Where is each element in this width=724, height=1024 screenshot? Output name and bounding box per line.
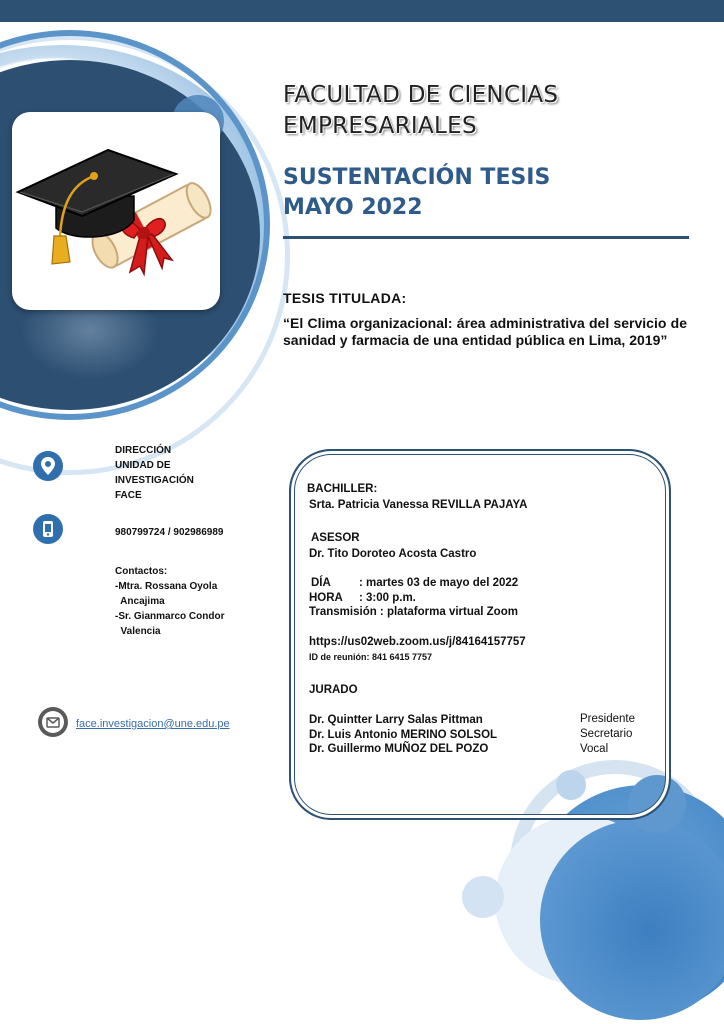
event-title <box>283 163 550 223</box>
transmision-text: Transmisión : plataforma virtual Zoom <box>309 606 518 618</box>
faculty-title-line1: FACULTAD DE CIENCIAS <box>283 82 559 108</box>
heading-divider <box>283 236 689 239</box>
contact-line: Ancajima <box>115 596 165 607</box>
contacts-label: Contactos: <box>115 566 168 577</box>
phone-numbers: 980799724 / 902986989 <box>115 527 224 538</box>
direccion-line: DIRECCIÓN <box>115 445 172 456</box>
jurado-label: JURADO <box>309 684 358 696</box>
direccion-line: INVESTIGACIÓN <box>115 475 194 486</box>
event-title-line1: SUSTENTACIÓN TESIS <box>283 165 551 190</box>
contact-line: -Mtra. Rossana Oyola <box>115 581 218 592</box>
hora-label: HORA <box>309 592 343 604</box>
faculty-title-line2: EMPRESARIALES <box>283 113 477 139</box>
hora-value: : 3:00 p.m. <box>359 592 416 604</box>
jurado-member-role: Presidente <box>580 713 635 725</box>
email-link[interactable]: face.investigacion@une.edu.pe <box>76 718 230 730</box>
faculty-title <box>283 80 558 142</box>
bachiller-name: Srta. Patricia Vanessa REVILLA PAJAYA <box>309 499 528 511</box>
thesis-title: “El Clima organizacional: área administrativa del servicio de sanidad y farmacia de una entidad pública en Lima, 2019” <box>283 315 687 348</box>
graduation-image-card <box>12 112 220 310</box>
graduation-cap-diploma-icon <box>12 112 220 310</box>
mail-icon <box>38 707 68 737</box>
dia-label: DÍA <box>311 577 331 589</box>
meeting-id: ID de reunión: 841 6415 7757 <box>309 652 433 662</box>
dia-value: : martes 03 de mayo del 2022 <box>359 577 519 589</box>
phone-icon <box>33 514 63 544</box>
thesis-label: TESIS TITULADA: <box>283 290 407 306</box>
decorative-bubble-main <box>540 820 724 1020</box>
location-icon <box>33 451 63 481</box>
jurado-member-name: Dr. Guillermo MUÑOZ DEL POZO <box>309 743 489 755</box>
contact-line: Valencia <box>115 626 161 637</box>
jurado-member-role: Secretario <box>580 728 633 740</box>
decorative-bubble-left <box>462 876 504 918</box>
zoom-link[interactable]: https://us02web.zoom.us/j/84164157757 <box>309 636 526 648</box>
contacts-block <box>115 564 224 639</box>
direccion-block <box>115 443 194 503</box>
event-title-line2: MAYO 2022 <box>283 195 423 220</box>
contact-line: -Sr. Gianmarco Condor <box>115 611 225 622</box>
asesor-label: ASESOR <box>311 532 360 544</box>
jurado-member-role: Vocal <box>580 743 609 755</box>
bachiller-label: BACHILLER: <box>307 483 378 495</box>
jurado-member-name: Dr. Quintter Larry Salas Pittman <box>309 714 483 726</box>
direccion-line: UNIDAD DE <box>115 460 171 471</box>
top-banner-bar <box>0 0 724 22</box>
asesor-name: Dr. Tito Doroteo Acosta Castro <box>309 548 477 560</box>
jurado-member-name: Dr. Luis Antonio MERINO SOLSOL <box>309 729 498 741</box>
direccion-line: FACE <box>115 490 142 501</box>
